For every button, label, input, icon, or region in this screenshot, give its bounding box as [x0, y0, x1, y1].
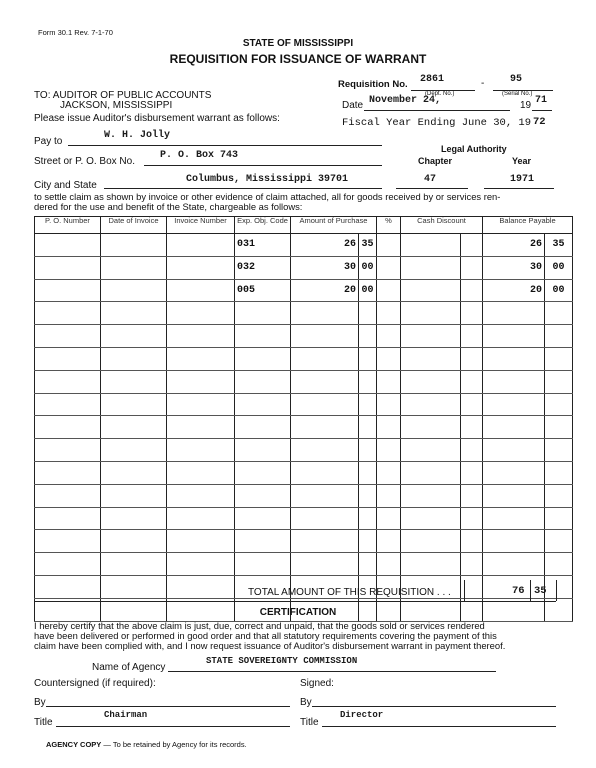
settle-text-line2: dered for the use and benefit of the State, chargeable as follows: — [34, 201, 303, 212]
serial-no-caption: (Serial No.) — [502, 91, 533, 97]
certification-line2: have been delivered or performed in good order and that all statutory requirements covering the payment of this — [34, 630, 497, 641]
balance-cents-cell: 00 — [545, 279, 573, 302]
balance-dollars-cell: 30 — [483, 256, 545, 279]
table-row — [35, 530, 573, 553]
certification-line3: claim have been complied with, and I now request issuance of Auditor's disbursement warrant in payment thereof. — [34, 640, 506, 651]
claim-table — [34, 216, 573, 622]
legal-year-value: 1971 — [510, 174, 535, 185]
year-label: Year — [512, 156, 532, 166]
header-date-of-invoice: Date of Invoice — [101, 217, 167, 234]
table-row — [35, 461, 573, 484]
total-dollars: 76 — [512, 585, 525, 597]
chapter-value: 47 — [424, 174, 437, 185]
form-number: Form 30.1 Rev. 7-1-70 — [38, 28, 113, 37]
amount-dollars-cell: 20 — [291, 279, 359, 302]
left-title-value: Chairman — [104, 710, 148, 720]
requisition-dash: - — [481, 78, 485, 89]
page-title: REQUISITION FOR ISSUANCE OF WARRANT — [169, 52, 427, 66]
right-title-label: Title — [300, 717, 319, 728]
state-heading: STATE OF MISSISSIPPI — [242, 38, 354, 49]
street-value: P. O. Box 743 — [160, 150, 239, 161]
pay-to-value: W. H. Jolly — [104, 130, 171, 141]
addressee-line1: TO: AUDITOR OF PUBLIC ACCOUNTS — [34, 90, 212, 101]
certification-line1: I hereby certify that the above claim is just, due, correct and unpaid, that the goods sold or services rendered — [34, 620, 485, 631]
table-row — [35, 347, 573, 370]
table-row — [35, 234, 573, 257]
table-row — [35, 370, 573, 393]
left-title-label: Title — [34, 717, 53, 728]
table-row — [35, 256, 573, 279]
balance-cents-cell: 35 — [545, 234, 573, 257]
date-label: Date — [342, 100, 364, 111]
exp-code-cell: 032 — [235, 256, 291, 279]
balance-dollars-cell: 20 — [483, 279, 545, 302]
table-row — [35, 279, 573, 302]
table-row — [35, 416, 573, 439]
table-row — [35, 484, 573, 507]
serial-number: 95 — [510, 74, 523, 85]
agency-name-label: Name of Agency — [92, 662, 166, 673]
exp-code-cell: 005 — [235, 279, 291, 302]
date-value: November 24, — [369, 95, 442, 106]
agency-copy-footer — [46, 740, 247, 749]
city-label: City and State — [34, 180, 97, 191]
header-balance-payable: Balance Payable — [483, 217, 573, 234]
certification-heading: CERTIFICATION — [259, 607, 337, 618]
header-amount-of-purchase: Amount of Purchase — [291, 217, 377, 234]
addressee-line2: JACKSON, MISSISSIPPI — [60, 100, 173, 111]
legal-authority-heading: Legal Authority — [441, 144, 507, 154]
dept-no-caption: (Dept. No.) — [425, 91, 455, 97]
street-label: Street or P. O. Box No. — [34, 156, 135, 167]
right-title-value: Director — [340, 710, 384, 720]
header-percent: % — [377, 217, 401, 234]
right-by-label: By — [300, 697, 312, 708]
table-row — [35, 553, 573, 576]
total-label: TOTAL AMOUNT OF THIS REQUISITION . . . — [248, 587, 451, 598]
chapter-label: Chapter — [418, 156, 453, 166]
table-row — [35, 325, 573, 348]
exp-code-cell: 031 — [235, 234, 291, 257]
header-cash-discount: Cash Discount — [401, 217, 483, 234]
table-row — [35, 507, 573, 530]
pay-to-label: Pay to — [34, 136, 63, 147]
year-prefix: 19 — [520, 100, 532, 111]
header-exp-obj-code: Exp. Obj. Code — [235, 217, 291, 234]
fiscal-year-label: Fiscal Year Ending June 30, 19 — [342, 117, 532, 129]
signed-label: Signed: — [300, 678, 334, 689]
header-po-number: P. O. Number — [35, 217, 101, 234]
city-value: Columbus, Mississippi 39701 — [186, 174, 349, 185]
amount-dollars-cell: 30 — [291, 256, 359, 279]
agency-name-value: STATE SOVEREIGNTY COMMISSION — [206, 656, 358, 666]
left-by-label: By — [34, 697, 46, 708]
agency-copy-label: AGENCY COPY — [46, 740, 102, 749]
instruction-text: Please issue Auditor's disbursement warrant as follows: — [34, 113, 280, 124]
agency-copy-note: — To be retained by Agency for its records. — [103, 740, 247, 749]
amount-cents-cell: 00 — [359, 279, 377, 302]
total-cents: 35 — [534, 585, 547, 597]
dept-number: 2861 — [420, 74, 445, 85]
table-row — [35, 302, 573, 325]
amount-cents-cell: 00 — [359, 256, 377, 279]
settle-text-line1: to settle claim as shown by invoice or other evidence of claim attached, all for goods received by or services ren- — [34, 191, 501, 202]
header-invoice-number: Invoice Number — [167, 217, 235, 234]
requisition-label: Requisition No. — [338, 79, 408, 90]
countersigned-label: Countersigned (if required): — [34, 678, 156, 689]
balance-cents-cell: 00 — [545, 256, 573, 279]
table-row — [35, 393, 573, 416]
fiscal-year-value: 72 — [533, 116, 546, 128]
amount-dollars-cell: 26 — [291, 234, 359, 257]
table-header-row — [35, 217, 573, 234]
balance-dollars-cell: 26 — [483, 234, 545, 257]
table-row — [35, 439, 573, 462]
year-suffix: 71 — [535, 95, 548, 106]
amount-cents-cell: 35 — [359, 234, 377, 257]
